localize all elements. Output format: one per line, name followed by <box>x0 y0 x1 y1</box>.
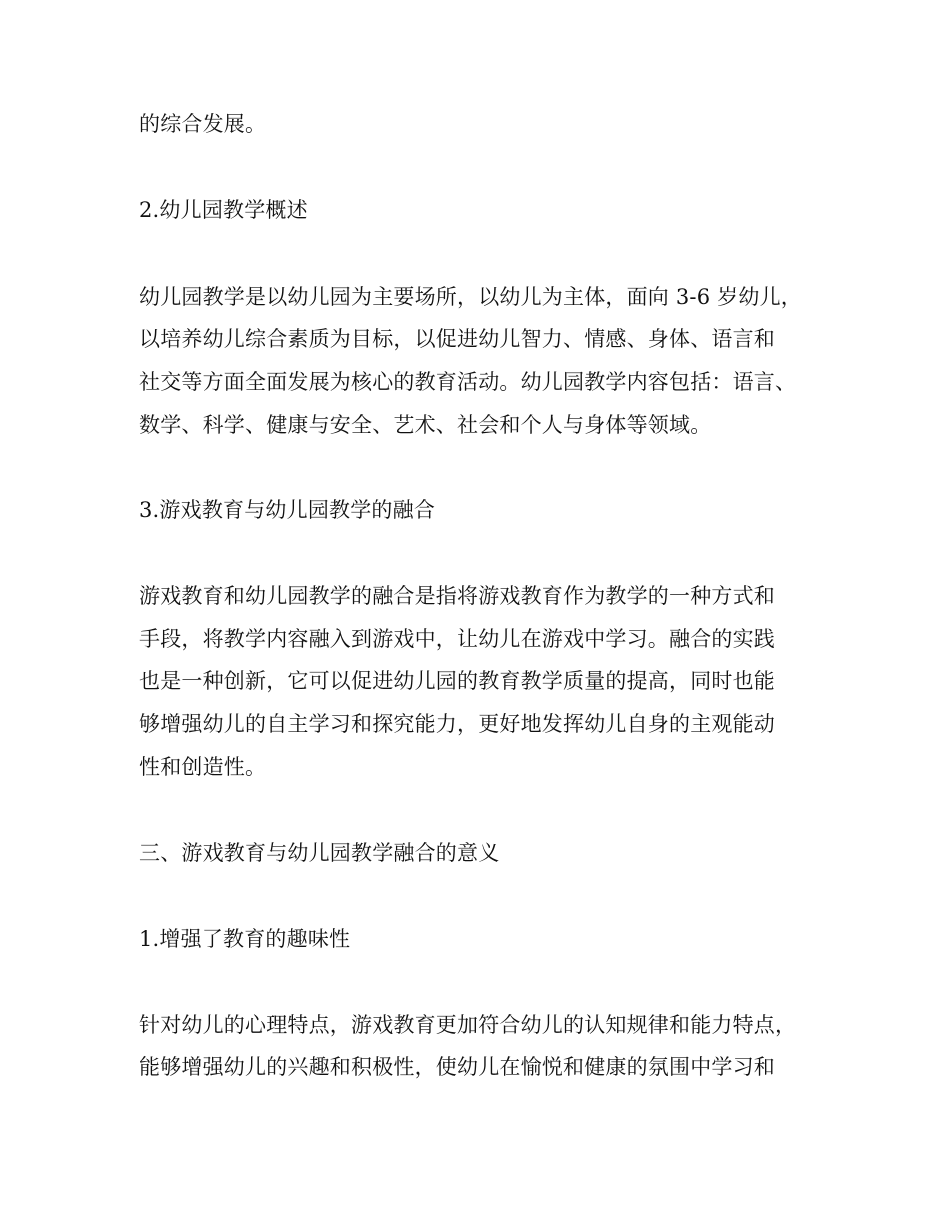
section-heading: 1.增强了教育的趣味性 <box>139 927 351 951</box>
chapter-heading: 三、游戏教育与幼儿园教学融合的意义 <box>139 841 500 865</box>
paragraph-line: 社交等方面全面发展为核心的教育活动。幼儿园教学内容包括：语言、 <box>139 370 797 394</box>
paragraph-line: 数学、科学、健康与安全、艺术、社会和个人与身体等领域。 <box>139 413 712 437</box>
paragraph-line: 手段，将教学内容融入到游戏中，让幼儿在游戏中学习。融合的实践 <box>139 627 775 651</box>
paragraph-line: 能够增强幼儿的兴趣和积极性，使幼儿在愉悦和健康的氛围中学习和 <box>139 1055 775 1079</box>
paragraph-line: 游戏教育和幼儿园教学的融合是指将游戏教育作为教学的一种方式和 <box>139 584 775 608</box>
paragraph-line: 以培养幼儿综合素质为目标，以促进幼儿智力、情感、身体、语言和 <box>139 327 775 351</box>
paragraph-line: 针对幼儿的心理特点，游戏教育更加符合幼儿的认知规律和能力特点， <box>139 1013 797 1037</box>
section-heading: 3.游戏教育与幼儿园教学的融合 <box>139 498 436 522</box>
paragraph-line: 也是一种创新，它可以促进幼儿园的教育教学质量的提高，同时也能 <box>139 669 775 693</box>
paragraph-line: 的综合发展。 <box>139 112 267 136</box>
paragraph-line: 性和创造性。 <box>139 755 267 779</box>
paragraph-line: 够增强幼儿的自主学习和探究能力，更好地发挥幼儿自身的主观能动 <box>139 712 775 736</box>
section-heading: 2.幼儿园教学概述 <box>139 198 308 222</box>
paragraph-line: 幼儿园教学是以幼儿园为主要场所，以幼儿为主体，面向 3-6 岁幼儿， <box>139 285 802 309</box>
